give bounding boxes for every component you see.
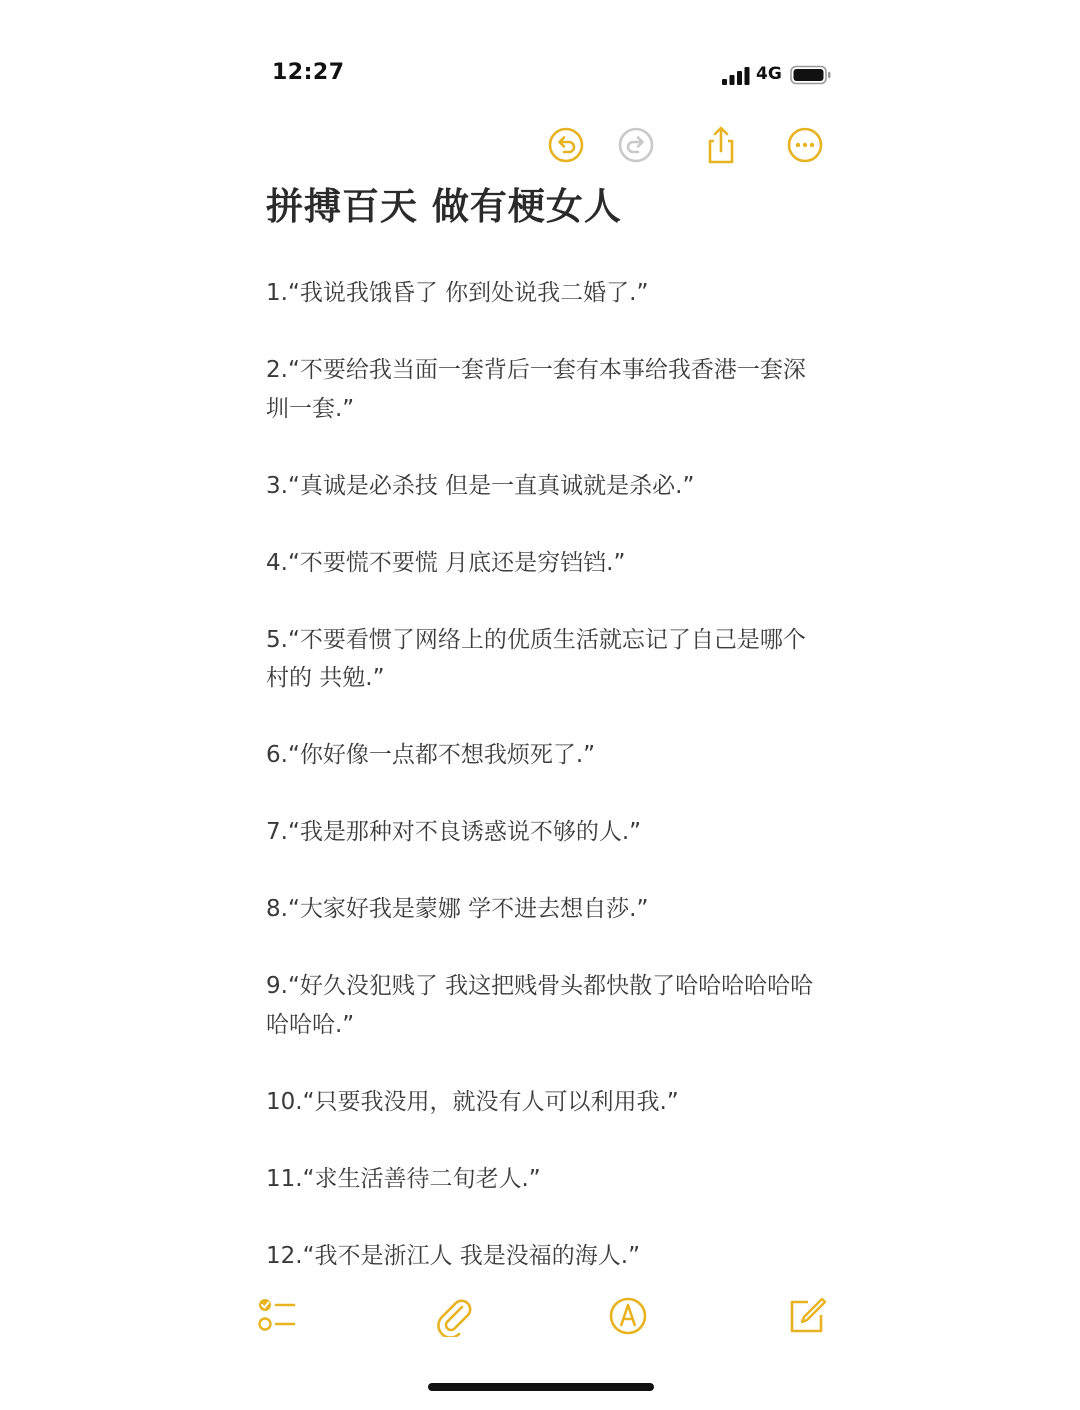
home-indicator[interactable] xyxy=(428,1383,654,1391)
note-line: 2.“不要给我当面一套背后一套有本事给我香港一套深圳一套.” xyxy=(266,357,806,422)
note-line: 4.“不要慌不要慌 月底还是穷铛铛.” xyxy=(266,549,626,576)
note-body[interactable] xyxy=(266,274,816,1314)
note-line: 11.“求生活善待二旬老人.” xyxy=(266,1165,541,1192)
signal-icon xyxy=(722,67,752,85)
note-line: 5.“不要看惯了网络上的优质生活就忘记了自己是哪个村的 共勉.” xyxy=(266,626,806,691)
top-toolbar xyxy=(0,120,1080,170)
more-icon[interactable] xyxy=(784,124,826,166)
note-line: 7.“我是那种对不良诱惑说不够的人.” xyxy=(266,819,642,845)
network-type: 4G xyxy=(756,64,782,84)
share-icon[interactable] xyxy=(700,124,742,166)
note-line: 6.“你好像一点都不想我烦死了.” xyxy=(266,742,596,768)
checklist-icon[interactable] xyxy=(256,1295,298,1337)
note-line: 3.“真诚是必杀技 但是一直真诚就是杀必.” xyxy=(266,472,695,499)
redo-icon[interactable] xyxy=(615,124,657,166)
note-title[interactable]: 拼搏百天 做有梗女人 xyxy=(266,185,622,228)
status-time: 12:27 xyxy=(272,60,345,85)
bottom-toolbar xyxy=(0,1295,1080,1345)
undo-icon[interactable] xyxy=(545,124,587,166)
battery-icon xyxy=(790,65,832,85)
note-line: 9.“好久没犯贱了 我这把贱骨头都快散了哈哈哈哈哈哈哈哈哈.” xyxy=(266,973,814,1038)
status-bar xyxy=(0,0,1080,110)
markup-icon[interactable] xyxy=(607,1295,649,1337)
note-line: 1.“我说我饿昏了 你到处说我二婚了.” xyxy=(266,280,649,306)
note-line: 12.“我不是浙江人 我是没福的海人.” xyxy=(266,1242,641,1269)
note-line: 8.“大家好我是蒙娜 学不进去想自莎.” xyxy=(266,896,649,922)
compose-icon[interactable] xyxy=(786,1295,828,1337)
note-line: 10.“只要我没用，就没有人可以利用我.” xyxy=(266,1088,679,1115)
attachment-icon[interactable] xyxy=(434,1295,476,1337)
